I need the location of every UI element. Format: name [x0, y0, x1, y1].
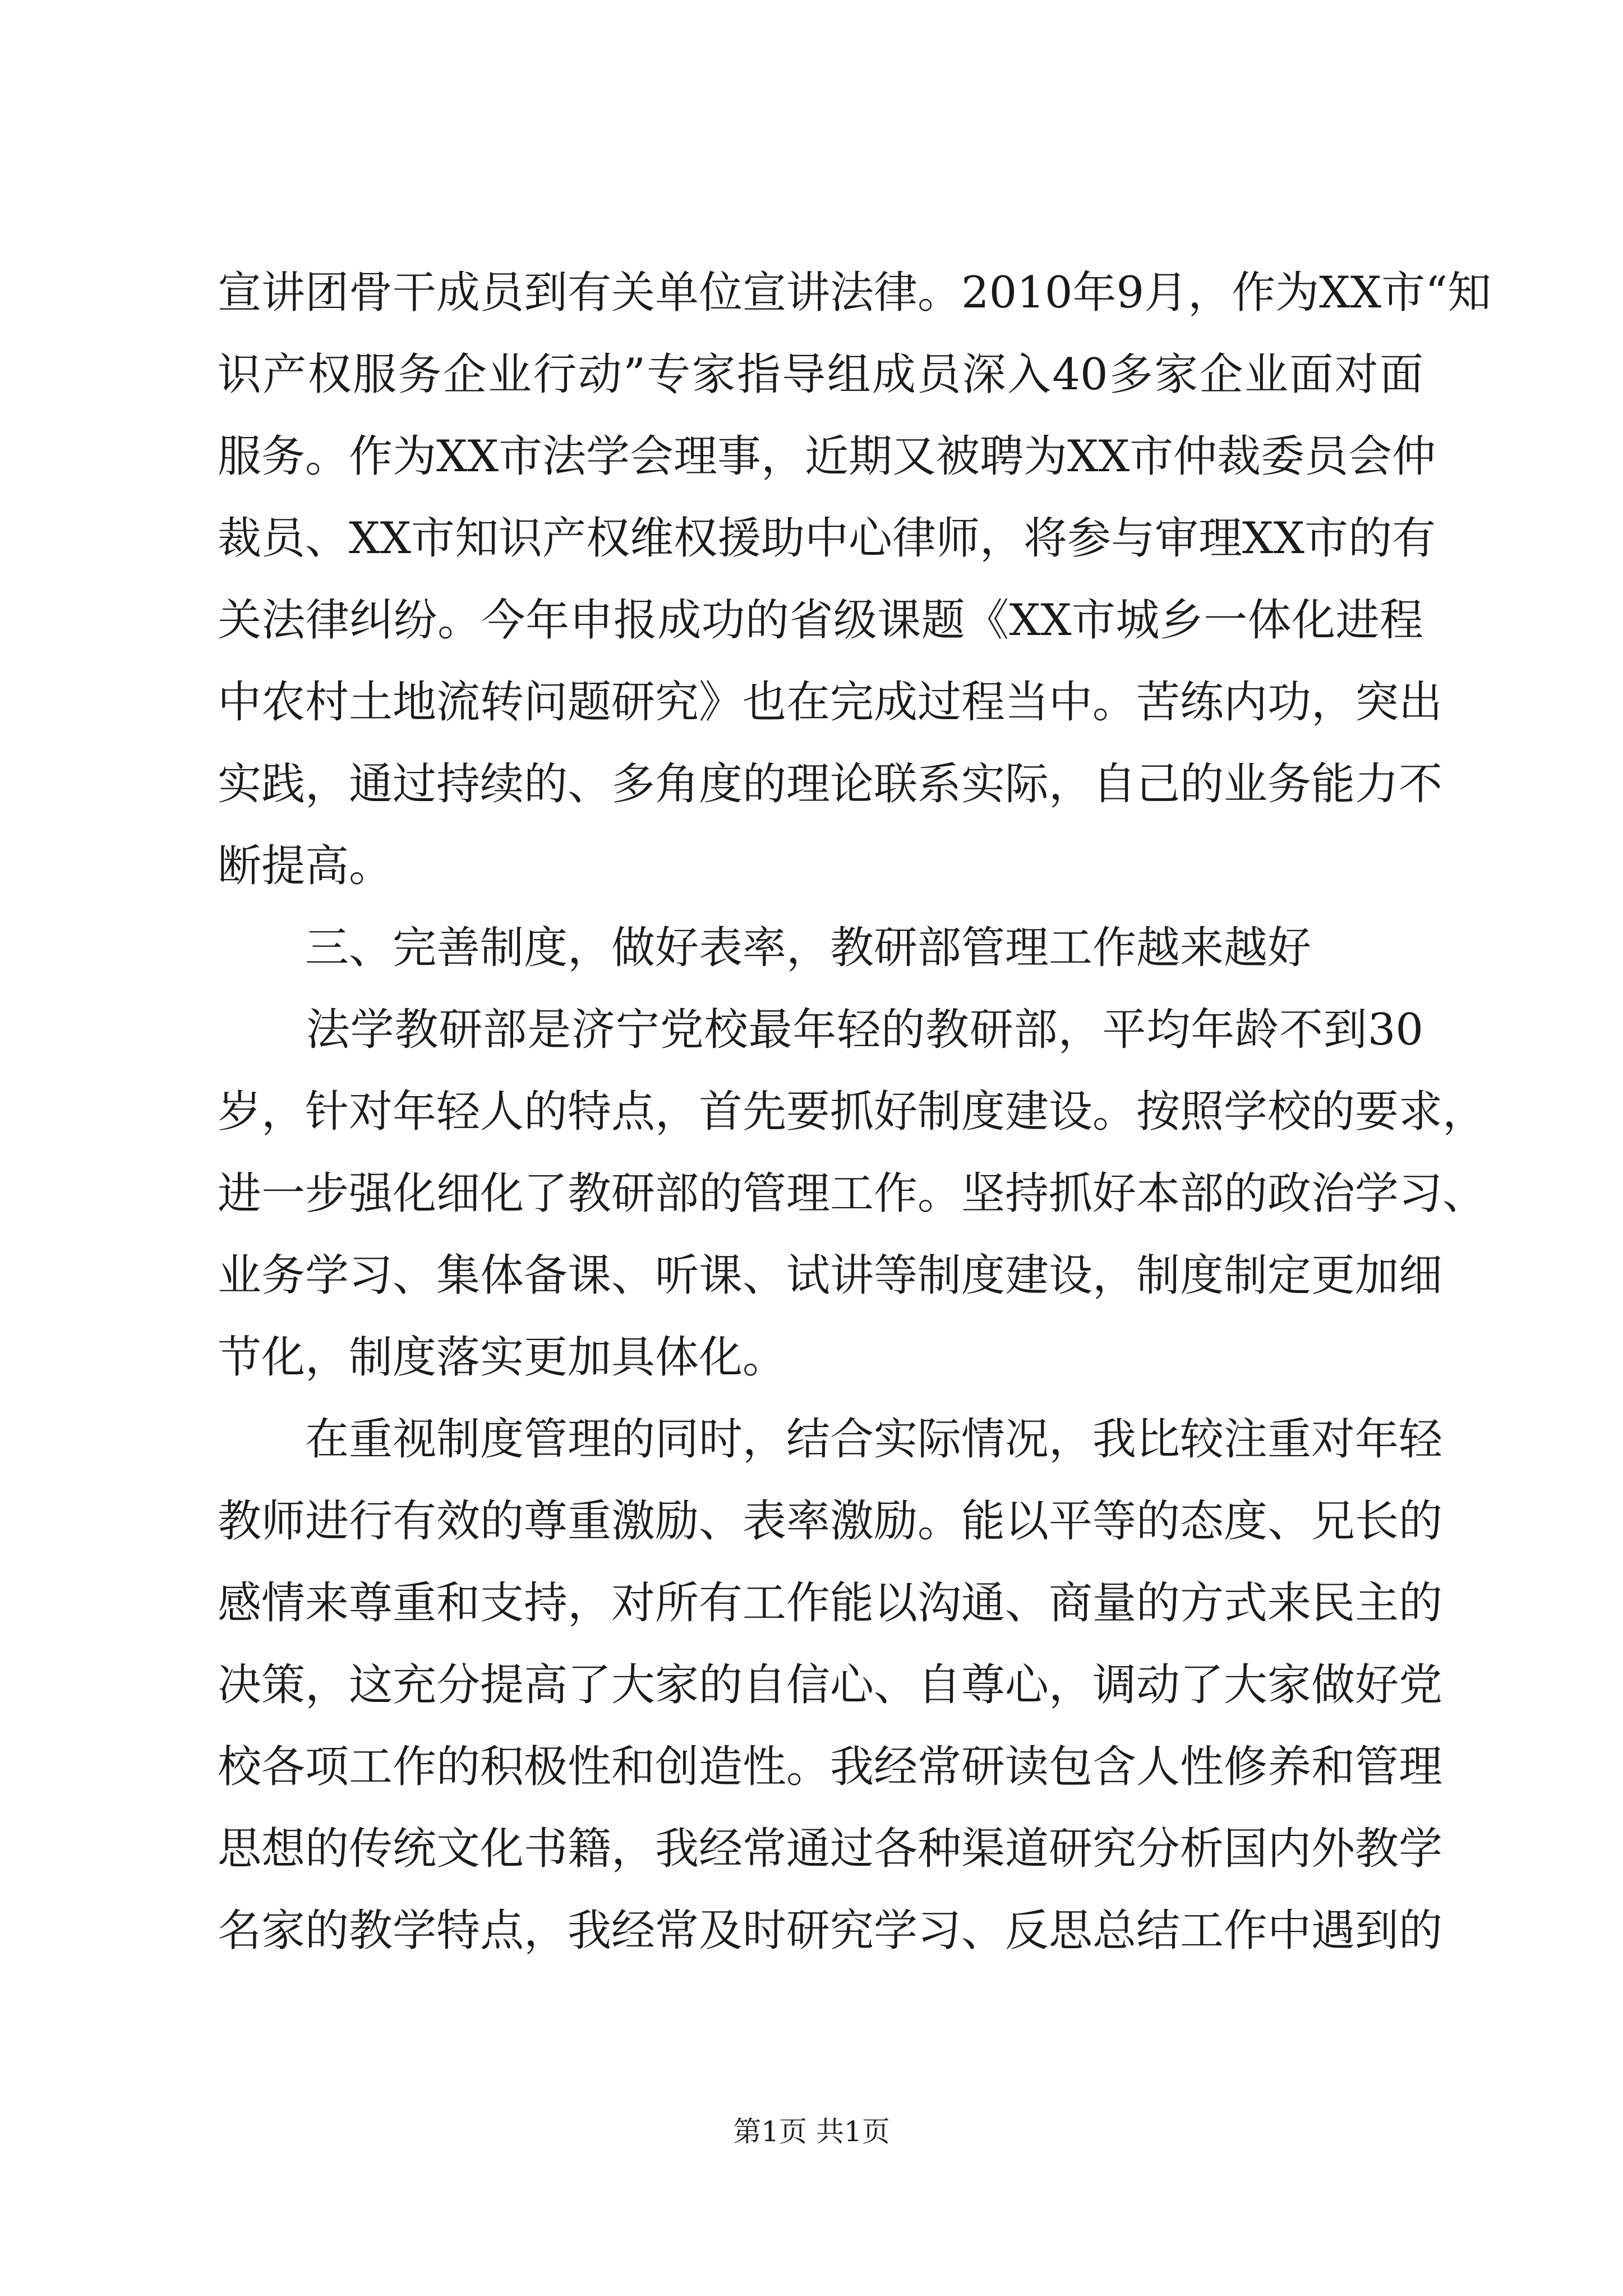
- text-line: 感情来尊重和支持，对所有工作能以沟通、商量的方式来民主的: [218, 1578, 1443, 1628]
- text-line: 教师进行有效的尊重激励、表率激励。能以平等的态度、兄长的: [218, 1496, 1443, 1547]
- text-line: 业务学习、集体备课、听课、试讲等制度建设，制度制定更加细: [218, 1250, 1443, 1301]
- text-line: 思想的传统文化书籍，我经常通过各种渠道研究分析国内外教学: [218, 1824, 1443, 1874]
- section-heading: 三、完善制度，做好表率，教研部管理工作越来越好: [218, 923, 1312, 973]
- text-line: 实践，通过持续的、多角度的理论联系实际，自己的业务能力不: [218, 759, 1443, 809]
- text-line: 关法律纠纷。今年申报成功的省级课题《XX市城乡一体化进程: [218, 595, 1423, 646]
- text-line: 服务。作为XX市法学会理事，近期又被聘为XX市仲裁委员会仲: [218, 431, 1436, 482]
- page-footer: 第1页 共1页: [733, 2115, 890, 2148]
- text-line: 断提高。: [218, 841, 393, 891]
- text-line: 宣讲团骨干成员到有关单位宣讲法律。2010年9月，作为XX市“知: [218, 268, 1492, 318]
- text-line: 裁员、XX市知识产权维权援助中心律师，将参与审理XX市的有: [218, 513, 1436, 564]
- text-line: 识产权服务企业行动”专家指导组成员深入40多家企业面对面: [218, 349, 1423, 400]
- text-line: 进一步强化细化了教研部的管理工作。坚持抓好本部的政治学习、: [218, 1168, 1487, 1219]
- body-text: [218, 252, 1492, 1972]
- text-line: 法学教研部是济宁党校最年轻的教研部，平均年龄不到30: [218, 1005, 1423, 1055]
- text-line: 名家的教学特点，我经常及时研究学习、反思总结工作中遇到的: [218, 1906, 1443, 1956]
- text-line: 在重视制度管理的同时，结合实际情况，我比较注重对年轻: [218, 1414, 1443, 1465]
- text-line: 节化，制度落实更加具体化。: [218, 1332, 787, 1383]
- text-line: 中农村土地流转问题研究》也在完成过程当中。苦练内功，突出: [218, 677, 1443, 728]
- text-line: 决策，这充分提高了大家的自信心、自尊心，调动了大家做好党: [218, 1660, 1443, 1710]
- text-line: 岁，针对年轻人的特点，首先要抓好制度建设。按照学校的要求，: [218, 1087, 1487, 1137]
- text-line: 校各项工作的积极性和创造性。我经常研读包含人性修养和管理: [218, 1742, 1443, 1792]
